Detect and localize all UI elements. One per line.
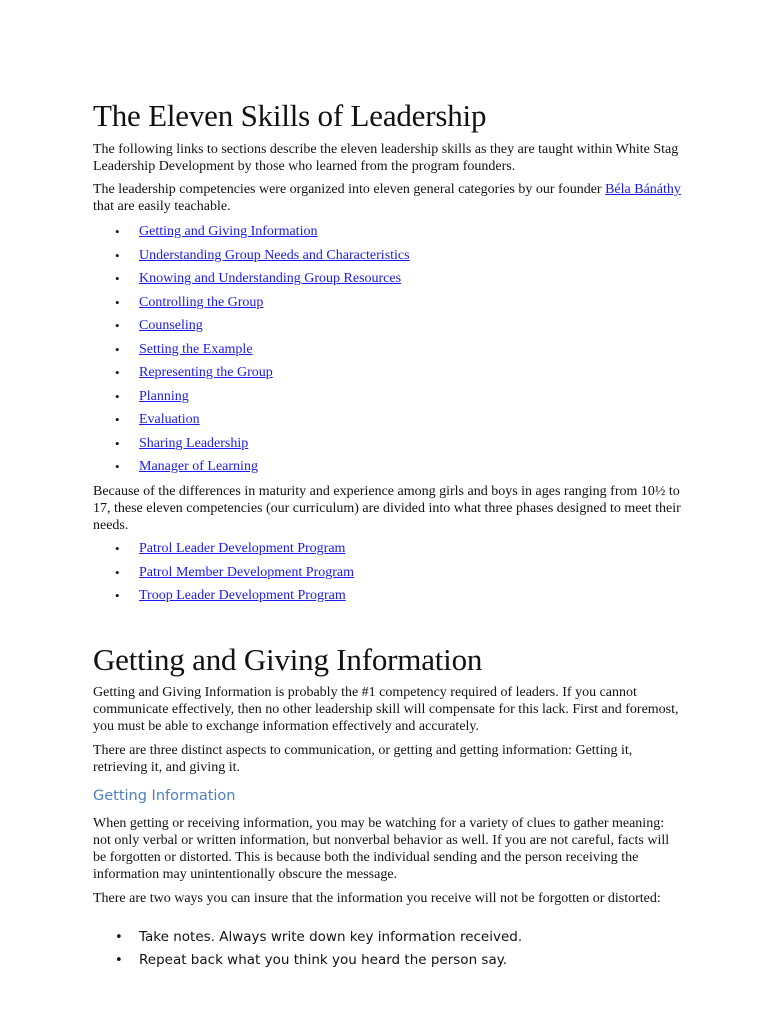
list-item: [93, 411, 683, 435]
tip-text: Repeat back what you think you heard the person say.: [139, 952, 508, 968]
intro-text-after-link: that are easily teachable.: [93, 199, 231, 214]
bullet-icon: •: [115, 247, 120, 263]
list-item: [93, 564, 683, 588]
bullet-icon: •: [115, 341, 120, 357]
skill-link-group-resources[interactable]: Knowing and Understanding Group Resources: [139, 271, 402, 286]
skill-link-planning[interactable]: Planning: [139, 388, 189, 404]
bullet-icon: •: [115, 318, 120, 333]
bullet-icon: •: [115, 541, 120, 556]
list-item: [93, 929, 683, 952]
bullet-icon: •: [115, 459, 120, 474]
list-item: [93, 270, 683, 294]
bullet-icon: •: [115, 294, 120, 310]
list-item: [93, 952, 683, 975]
skill-link-group-needs[interactable]: Understanding Group Needs and Characteristics: [139, 247, 410, 263]
skill-link-getting-giving-information[interactable]: Getting and Giving Information: [139, 224, 318, 239]
skill-link-evaluation[interactable]: Evaluation: [139, 412, 200, 427]
intro-text-before-link: The leadership competencies were organized into eleven general categories by our founder: [93, 182, 606, 197]
phases-paragraph: Because of the differences in maturity and experience among girls and boys in ages ranging from 10½ to 17, these eleven competencies (our curriculum) are divided into what three phases designed to meet their needs.: [93, 484, 681, 533]
intro-paragraph-2: [93, 181, 683, 215]
skill-link-manager-of-learning[interactable]: Manager of Learning: [139, 459, 258, 474]
page-title: The Eleven Skills of Leadership: [93, 98, 487, 133]
program-link-patrol-leader[interactable]: Patrol Leader Development Program: [139, 541, 346, 556]
info-paragraph-3: When getting or receiving information, you may be watching for a variety of clues to gather meaning: not only verbal or written information, but nonverbal behavior as well. If you are not careful, facts will be forgotten or distorted. This is because both the individual sending and the person receiving the information may unintentionally obscure the message.: [93, 816, 670, 882]
list-item: [93, 247, 683, 271]
programs-list: [93, 540, 683, 611]
list-item: [93, 458, 683, 482]
list-item: [93, 341, 683, 365]
bullet-icon: •: [115, 564, 120, 580]
skills-list: [93, 223, 683, 482]
list-item: [93, 223, 683, 247]
program-link-troop-leader[interactable]: Troop Leader Development Program: [139, 588, 346, 603]
intro-paragraph-1: The following links to sections describe the eleven leadership skills as they are taught within White Stag Leadership Development by those who learned from the program founders.: [93, 142, 679, 174]
list-item: [93, 435, 683, 459]
skill-link-sharing-leadership[interactable]: Sharing Leadership: [139, 435, 249, 451]
list-item: [93, 317, 683, 341]
bullet-icon: •: [115, 271, 120, 286]
bullet-icon: •: [115, 588, 120, 603]
bullet-icon: •: [115, 412, 120, 427]
tip-text: Take notes. Always write down key information received.: [139, 929, 523, 945]
skill-link-representing-group[interactable]: Representing the Group: [139, 365, 273, 380]
skill-link-controlling-group[interactable]: Controlling the Group: [139, 294, 264, 310]
list-item: [93, 587, 683, 611]
section-title: Getting and Giving Information: [93, 642, 483, 677]
skill-link-setting-example[interactable]: Setting the Example: [139, 341, 253, 357]
founder-link[interactable]: Béla Bánáthy: [605, 182, 681, 197]
subheading-getting-information: Getting Information: [93, 788, 236, 804]
bullet-icon: •: [115, 930, 123, 945]
info-paragraph-2: There are three distinct aspects to communication, or getting and getting information: Getting it, retrieving it, and giving it.: [93, 743, 633, 775]
bullet-icon: •: [115, 388, 120, 404]
program-link-patrol-member[interactable]: Patrol Member Development Program: [139, 564, 355, 580]
bullet-icon: •: [115, 365, 120, 380]
info-paragraph-1: Getting and Giving Information is probably the #1 competency required of leaders. If you cannot communicate effectively, then no other leadership skill will compensate for this lack. First and foremost, you must be able to exchange information effectively and accurately.: [93, 685, 679, 734]
bullet-icon: •: [115, 224, 120, 239]
list-item: [93, 364, 683, 388]
tips-list: [93, 929, 683, 975]
list-item: [93, 540, 683, 564]
list-item: [93, 294, 683, 318]
bullet-icon: •: [115, 435, 120, 451]
skill-link-counseling[interactable]: Counseling: [139, 318, 203, 333]
list-item: [93, 388, 683, 412]
bullet-icon: •: [115, 953, 123, 968]
info-paragraph-4: There are two ways you can insure that the information you receive will not be forgotten or distorted:: [93, 891, 661, 906]
